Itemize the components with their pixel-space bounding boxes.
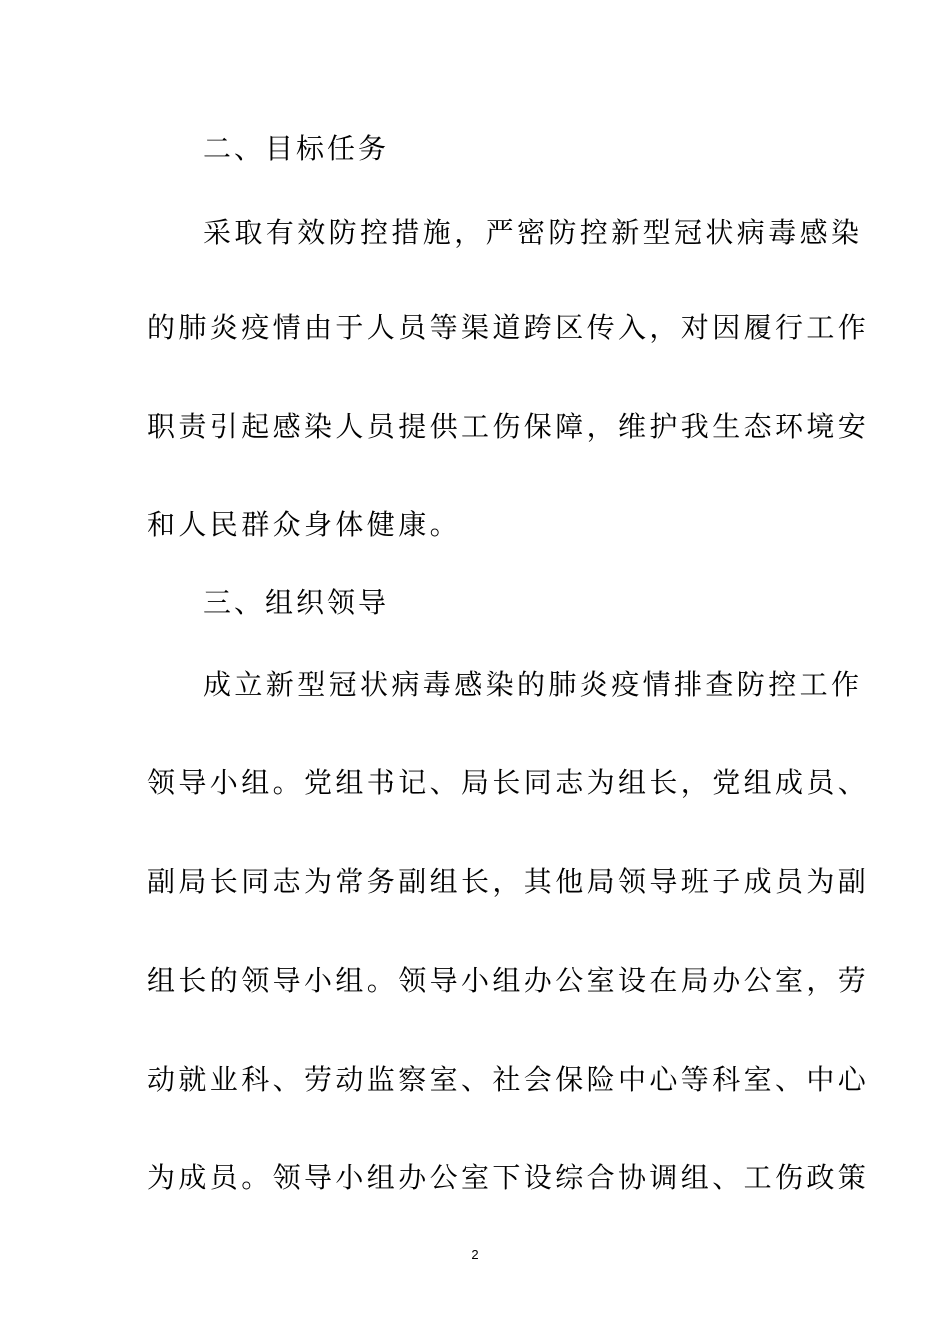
paragraph-line: 领导小组。党组书记、局长同志为组长，党组成员、: [147, 766, 870, 799]
section-heading-organization: 三、组织领导: [203, 586, 390, 619]
paragraph-line: 成立新型冠状病毒感染的肺炎疫情排查防控工作: [203, 668, 863, 701]
paragraph-line: 职责引起感染人员提供工伤保障，维护我生态环境安: [147, 410, 870, 443]
paragraph-line: 和人民群众身体健康。: [147, 508, 462, 541]
page-number: 2: [471, 1247, 479, 1262]
paragraph-line: 为成员。领导小组办公室下设综合协调组、工伤政策: [147, 1161, 870, 1194]
paragraph-line: 动就业科、劳动监察室、社会保险中心等科室、中心: [147, 1063, 870, 1096]
paragraph-line: 的肺炎疫情由于人员等渠道跨区传入，对因履行工作: [147, 311, 870, 344]
paragraph-line: 采取有效防控措施，严密防控新型冠状病毒感染: [203, 216, 863, 249]
paragraph-line: 组长的领导小组。领导小组办公室设在局办公室，劳: [147, 964, 870, 997]
section-heading-goals: 二、目标任务: [203, 132, 390, 165]
paragraph-line: 副局长同志为常务副组长，其他局领导班子成员为副: [147, 865, 870, 898]
